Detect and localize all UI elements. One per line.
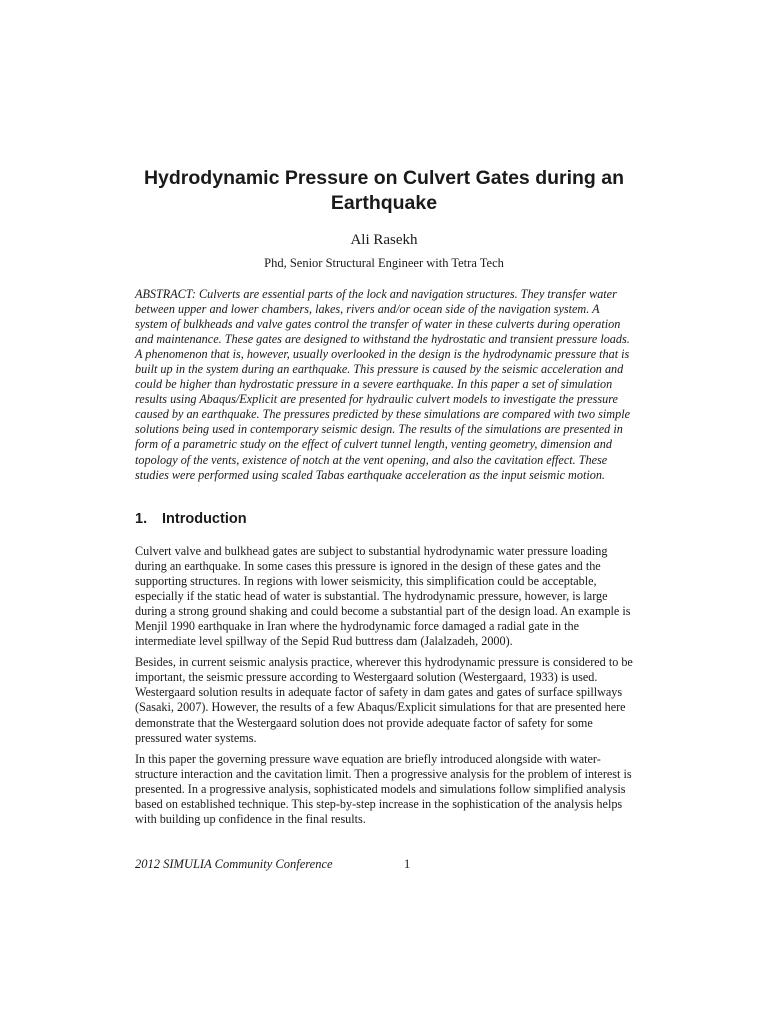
paragraph: In this paper the governing pressure wave equation are briefly introduced alongside with water-structure interaction and the cavitation limit. Then a progressive analysis for the problem of interest is presented. In a progressive analysis, sophisticated models and simulations follow simplified analysis based on established technique. This step-by-step increase in the sophistication of the analysis helps with building up confidence in the final results. [135, 751, 632, 826]
paragraph: Culvert valve and bulkhead gates are subject to substantial hydrodynamic water pressure loading during an earthquake. In some cases this pressure is ignored in the design of these gates and the supporting structures. In regions with lower seismicity, this simplification could be acceptable, especially if the static head of water is substantial. The hydrodynamic pressure, however, is large during a strong ground shaking and could become a substantial part of the design load. An example is Menjil 1990 earthquake in Iran where the hydrodynamic force damaged a radial gate in the intermediate level spillway of the Sepid Rud buttress dam (Jalalzadeh, 2000). [135, 544, 631, 649]
abstract: ABSTRACT: Culverts are essential parts of the lock and navigation structures. They transfer water between upper and lower chambers, lakes, rivers and/or ocean side of the navigation system. A system of bulkheads and valve gates control the transfer of water in these culverts during operation and maintenance. These gates are designed to withstand the hydrostatic and transient pressure loads. A phenomenon that is, however, usually overlooked in the design is the hydrodynamic pressure that is built up in the system during an earthquake. This pressure is caused by the seismic acceleration and could be higher than hydrostatic pressure in a severe earthquake. In this paper a set of simulation results using Abaqus/Explicit are presented for hydraulic culvert models to investigate the pressure caused by an earthquake. The pressures predicted by these simulations are compared with two simple solutions being used in contemporary seismic design. The results of the simulations are presented in form of a parametric study on the effect of culvert tunnel length, venting geometry, dimension and topology of the vents, existence of notch at the vent opening, and also the cavitation effect. These studies were performed using scaled Tabas earthquake acceleration as the input seismic motion. [135, 287, 630, 482]
author-affiliation: Phd, Senior Structural Engineer with Tetra Tech [264, 256, 504, 270]
section-heading [135, 510, 247, 528]
page-number: 1 [404, 857, 411, 871]
section-number: 1. [135, 511, 148, 527]
footer-conference: 2012 SIMULIA Community Conference [135, 857, 333, 871]
paper-title: Hydrodynamic Pressure on Culvert Gates during an Earthquake [143, 167, 625, 214]
author-name: Ali Rasekh [350, 232, 418, 248]
paragraph: Besides, in current seismic analysis practice, wherever this hydrodynamic pressure is considered to be important, the seismic pressure according to Westergaard solution (Westergaard, 1933) is used. Westergaard solution results in adequate factor of safety in dam gates and gates of surface spillways (Sasaki, 2007). However, the results of a few Abaqus/Explicit simulations for that are presented here demonstrate that the Westergaard solution does not provide adequate factor of safety for some pressured water systems. [135, 655, 633, 745]
section-body [135, 544, 633, 833]
section-title: Introduction [162, 511, 247, 527]
